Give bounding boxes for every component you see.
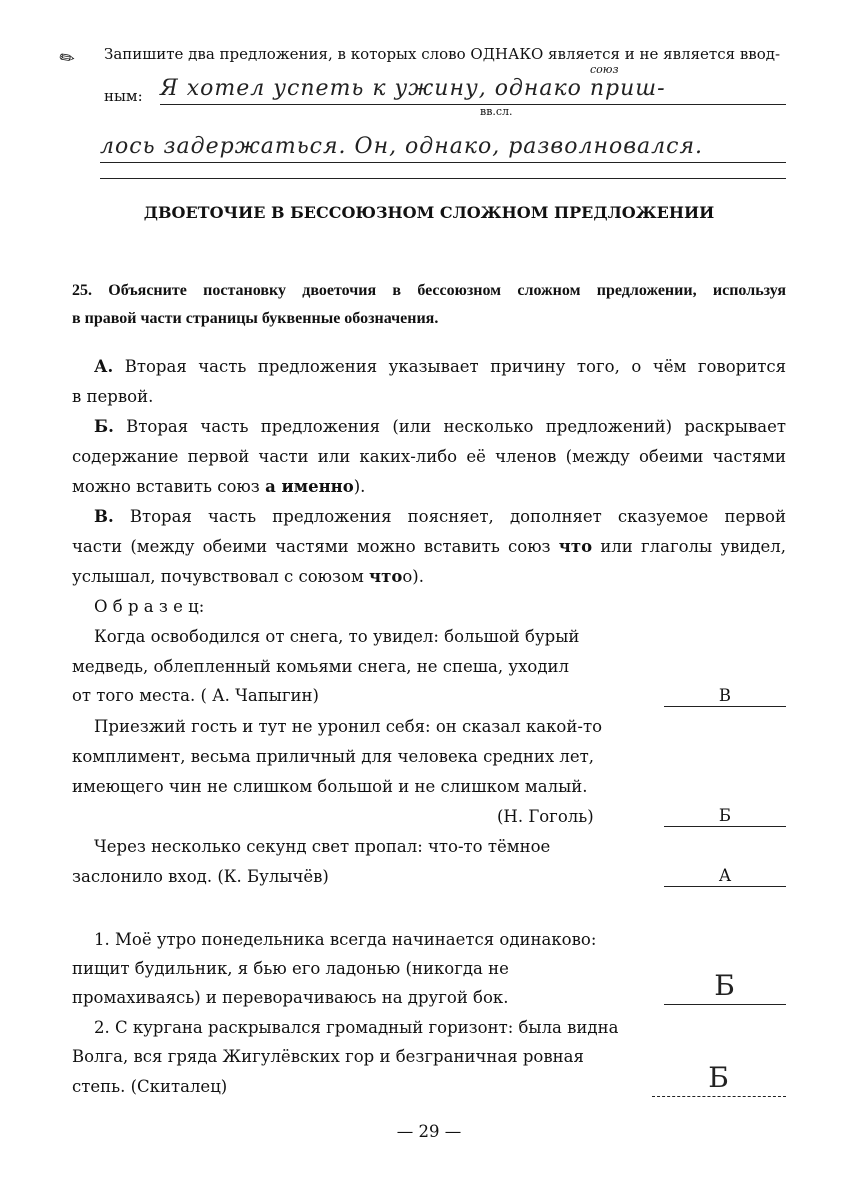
exercise-2-line-1: 2. С кургана раскрывался громадный горизонт: была видна bbox=[94, 1018, 619, 1037]
instruction-line-2: ным: bbox=[104, 87, 143, 105]
instruction-line-1: Запишите два предложения, в которых слово ОДНАКО является и не является ввод- bbox=[104, 45, 781, 63]
page-number: — 29 — bbox=[396, 1122, 462, 1141]
pencil-icon: ✎ bbox=[55, 45, 80, 72]
exercise-2-answer-field[interactable]: Б bbox=[652, 1060, 786, 1097]
exercise-1-line-3: промахиваясь) и переворачиваюсь на другой бок. bbox=[72, 988, 509, 1007]
example-1-answer: В bbox=[664, 686, 786, 707]
rule-b-line-2: содержание первой части или каких-либо её членов (между обеими частями bbox=[72, 447, 786, 466]
example-2-line-4: (Н. Гоголь) bbox=[497, 807, 594, 826]
example-2-answer: Б bbox=[664, 806, 786, 827]
example-1-line-1: Когда освободился от снега, то увидел: большой бурый bbox=[94, 627, 580, 646]
note-union: союз bbox=[590, 63, 619, 76]
rule-a-line-1: А. Вторая часть предложения указывает причину того, о чём говорится bbox=[94, 357, 786, 376]
rule-v-line-1: В. Вторая часть предложения поясняет, дополняет сказуемое первой bbox=[94, 507, 786, 526]
rule-v-line-2: части (между обеими частями можно вставить союз что или глаголы увидел, bbox=[72, 537, 787, 556]
rule-b-line-3: можно вставить союз а именно). bbox=[72, 477, 366, 496]
note-intro-word: вв.сл. bbox=[480, 105, 513, 118]
example-3-answer: А bbox=[664, 866, 786, 887]
handwritten-answer-2: лось задержаться. Он, однако, разволновался. bbox=[100, 134, 704, 159]
rule-v-line-3: услышал, почувствовал с союзом чтоо). bbox=[72, 567, 424, 586]
example-1-line-2: медведь, облепленный комьями снега, не спеша, уходил bbox=[72, 657, 569, 676]
task-25-line-2: в правой части страницы буквенные обозначения. bbox=[72, 310, 439, 327]
sample-label: О б р а з е ц: bbox=[94, 597, 205, 616]
exercise-1-line-1: 1. Моё утро понедельника всегда начинается одинаково: bbox=[94, 930, 597, 949]
task-25-line-1: 25. Объясните постановку двоеточия в бессоюзном сложном предложении, используя bbox=[72, 282, 786, 299]
handwritten-answer-1: Я хотел успеть к ужину, однако приш- bbox=[160, 76, 666, 101]
example-3-line-1: Через несколько секунд свет пропал: что-то тёмное bbox=[94, 837, 551, 856]
example-2-line-2: комплимент, весьма приличный для человека средних лет, bbox=[72, 747, 595, 766]
example-3-line-2: заслонило вход. (К. Булычёв) bbox=[72, 867, 329, 886]
example-1-line-3: от того места. ( А. Чапыгин) bbox=[72, 686, 319, 705]
section-heading: ДВОЕТОЧИЕ В БЕССОЮЗНОМ СЛОЖНОМ ПРЕДЛОЖЕНИИ bbox=[143, 203, 715, 222]
example-2-line-1: Приезжий гость и тут не уронил себя: он сказал какой-то bbox=[94, 717, 603, 736]
exercise-2-line-3: степь. (Скиталец) bbox=[72, 1077, 228, 1096]
rule-b-line-1: Б. Вторая часть предложения (или несколько предложений) раскрывает bbox=[94, 417, 787, 436]
exercise-1-line-2: пищит будильник, я бью его ладонью (никогда не bbox=[72, 959, 509, 978]
exercise-1-answer-field[interactable]: Б bbox=[664, 968, 786, 1005]
rule-a-line-2: в первой. bbox=[72, 387, 154, 406]
example-2-line-3: имеющего чин не слишком большой и не слишком малый. bbox=[72, 777, 588, 796]
exercise-2-line-2: Волга, вся гряда Жигулёвских гор и безграничная ровная bbox=[72, 1047, 584, 1066]
